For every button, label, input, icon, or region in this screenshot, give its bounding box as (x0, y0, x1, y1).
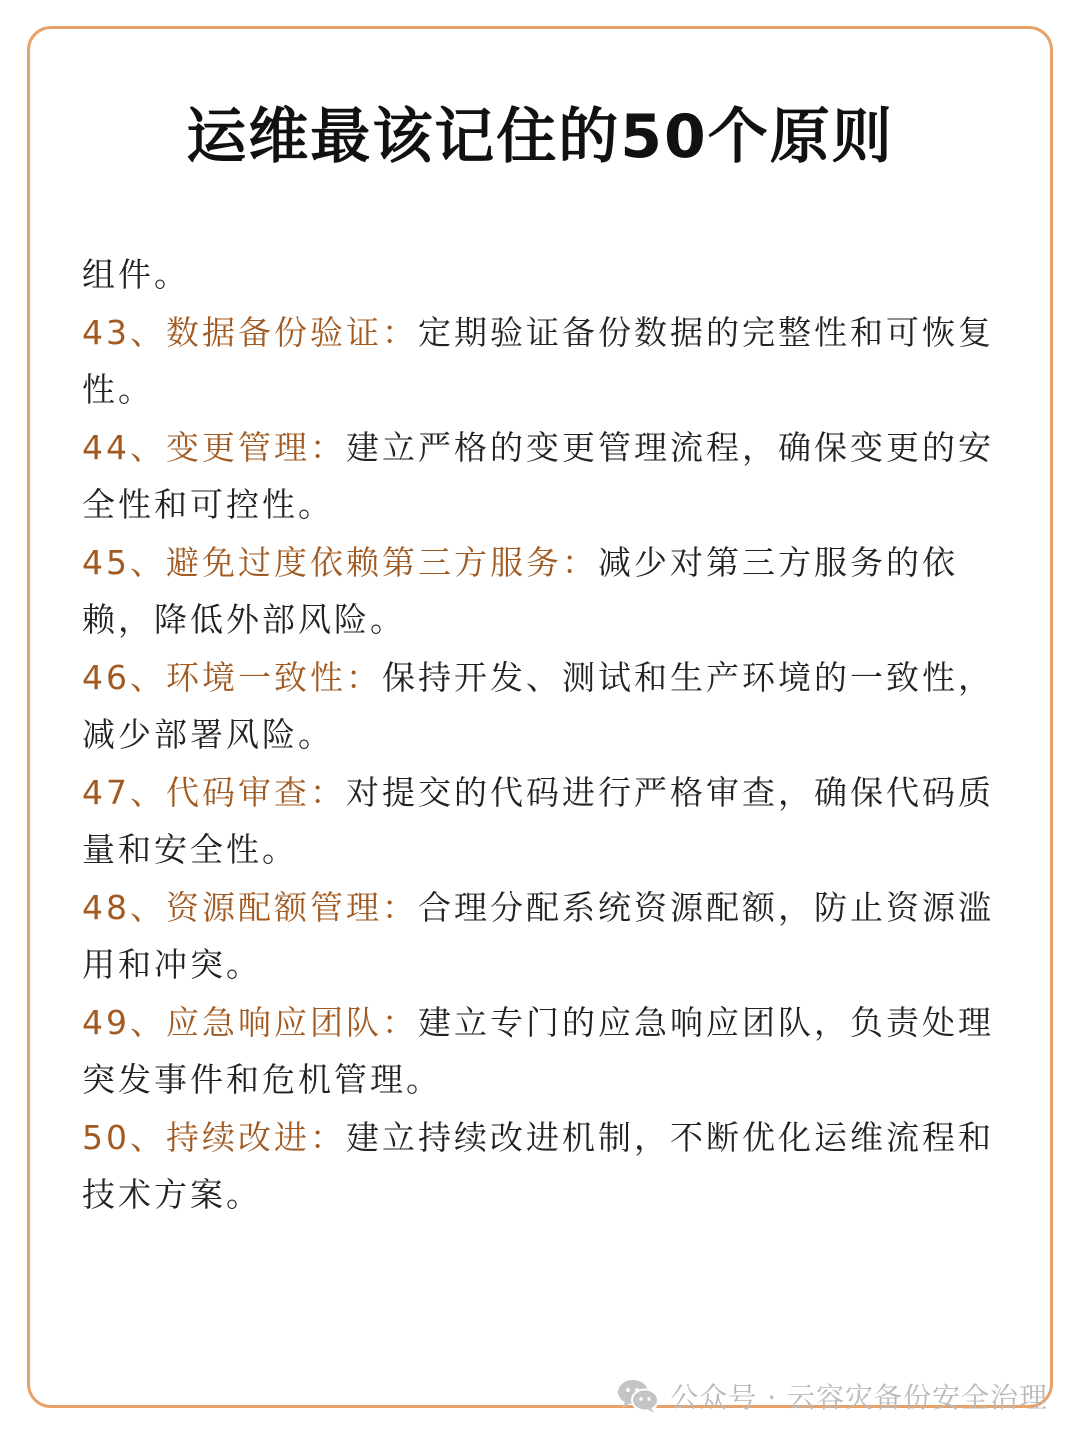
principle-label: 44、变更管理： (82, 427, 346, 467)
principle-text: 建立持续改进机制，不断优化运维流程和技术方案。 (82, 1117, 994, 1214)
watermark-text: 公众号 · 云容灾备份安全治理 (670, 1381, 1048, 1414)
continuation-text: 组件。 (82, 255, 190, 294)
principle-text: 对提交的代码进行严格审查，确保代码质量和安全性。 (82, 772, 994, 869)
watermark (616, 1374, 1048, 1418)
principle-item (82, 649, 1012, 764)
principle-text: 减少对第三方服务的依赖，降低外部风险。 (82, 542, 958, 639)
principle-text: 定期验证备份数据的完整性和可恢复性。 (82, 312, 994, 409)
page-title: 运维最该记住的50个原则 (186, 102, 894, 172)
principle-text: 合理分配系统资源配额，防止资源滥用和冲突。 (82, 887, 994, 984)
principle-label: 50、持续改进： (82, 1117, 346, 1157)
principle-item (82, 764, 1012, 879)
principle-text: 建立专门的应急响应团队，负责处理突发事件和危机管理。 (82, 1002, 994, 1099)
principle-item (82, 879, 1012, 994)
principle-text: 保持开发、测试和生产环境的一致性，减少部署风险。 (82, 657, 994, 754)
principle-label: 43、数据备份验证： (82, 312, 418, 352)
principle-text: 建立严格的变更管理流程，确保变更的安全性和可控性。 (82, 427, 994, 524)
principle-label: 47、代码审查： (82, 772, 346, 812)
principles-list (82, 246, 1012, 1224)
principle-item (82, 304, 1012, 419)
principle-label: 45、避免过度依赖第三方服务： (82, 542, 598, 582)
wechat-icon (616, 1378, 660, 1414)
principle-item (82, 1109, 1012, 1224)
principle-label: 48、资源配额管理： (82, 887, 418, 927)
principle-item (82, 534, 1012, 649)
principle-item (82, 419, 1012, 534)
principle-item (82, 994, 1012, 1109)
principle-label: 49、应急响应团队： (82, 1002, 418, 1042)
principle-label: 46、环境一致性： (82, 657, 382, 697)
